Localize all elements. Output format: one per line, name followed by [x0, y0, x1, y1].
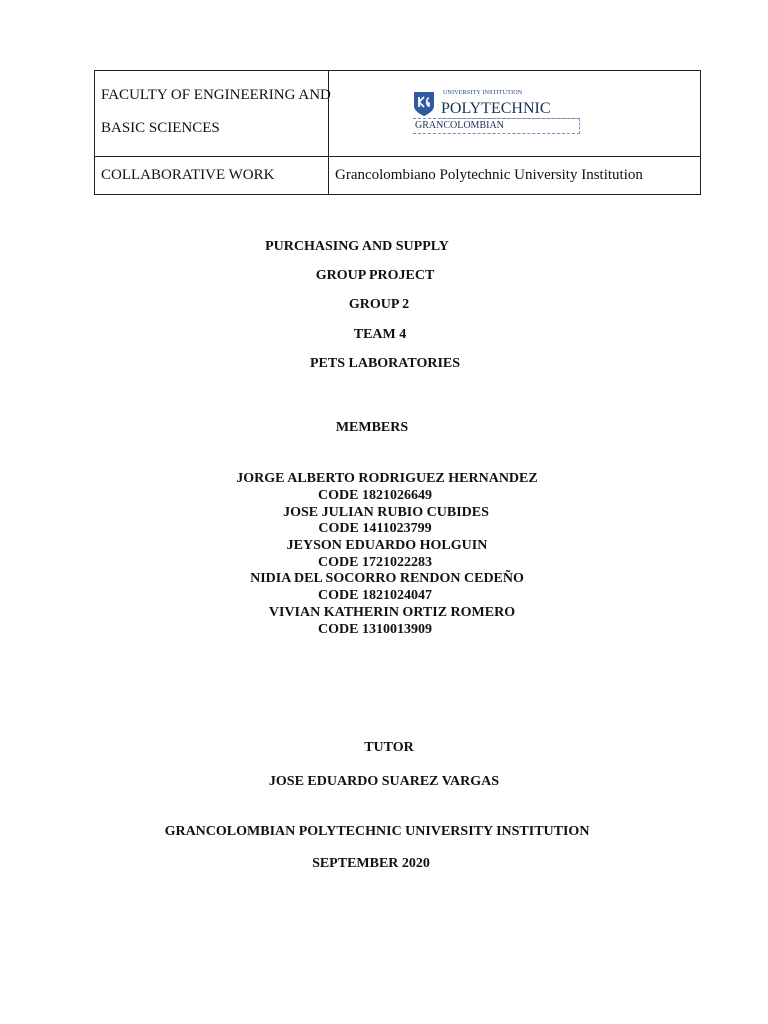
member-name: VIVIAN KATHERIN ORTIZ ROMERO	[268, 605, 516, 620]
shield-emblem-icon	[413, 91, 435, 117]
project-type: GROUP PROJECT	[315, 268, 435, 283]
tutor-name: JOSE EDUARDO SUAREZ VARGAS	[268, 774, 500, 789]
header-table	[94, 70, 701, 195]
logo-cell	[329, 71, 701, 157]
group-number: GROUP 2	[348, 297, 410, 312]
member-name: JEYSON EDUARDO HOLGUIN	[286, 538, 488, 553]
faculty-name-line2: BASIC SCIENCES	[101, 120, 220, 136]
member-code: CODE 1721022283	[318, 555, 432, 570]
member-code: CODE 1411023799	[318, 521, 432, 536]
logo-sub-text: GRANCOLOMBIAN	[413, 118, 580, 134]
institution-cell: Grancolombiano Polytechnic University Institution	[329, 157, 701, 195]
logo-small-text: UNIVERSITY INSTITUTION	[443, 90, 523, 96]
faculty-name-line1: FACULTY OF ENGINEERING AND	[101, 87, 331, 103]
team-number: TEAM 4	[353, 327, 407, 342]
member-code: CODE 1821024047	[318, 588, 432, 603]
faculty-cell	[95, 71, 329, 157]
work-type-cell: COLLABORATIVE WORK	[95, 157, 329, 195]
university-name: GRANCOLOMBIAN POLYTECHNIC UNIVERSITY INSTITUTION	[164, 824, 590, 839]
course-title: PURCHASING AND SUPPLY	[265, 239, 449, 254]
tutor-heading: TUTOR	[364, 740, 414, 755]
date: SEPTEMBER 2020	[312, 856, 430, 871]
member-code: CODE 1310013909	[318, 622, 432, 637]
member-name: JORGE ALBERTO RODRIGUEZ HERNANDEZ	[236, 471, 538, 486]
company-name: PETS LABORATORIES	[309, 356, 461, 371]
logo-main-text: POLYTECHNIC	[441, 99, 577, 119]
member-code: CODE 1821026649	[318, 488, 432, 503]
members-heading: MEMBERS	[335, 420, 409, 435]
member-name: NIDIA DEL SOCORRO RENDON CEDEÑO	[250, 571, 524, 586]
institution-logo	[413, 90, 581, 136]
member-name: JOSE JULIAN RUBIO CUBIDES	[283, 505, 489, 520]
